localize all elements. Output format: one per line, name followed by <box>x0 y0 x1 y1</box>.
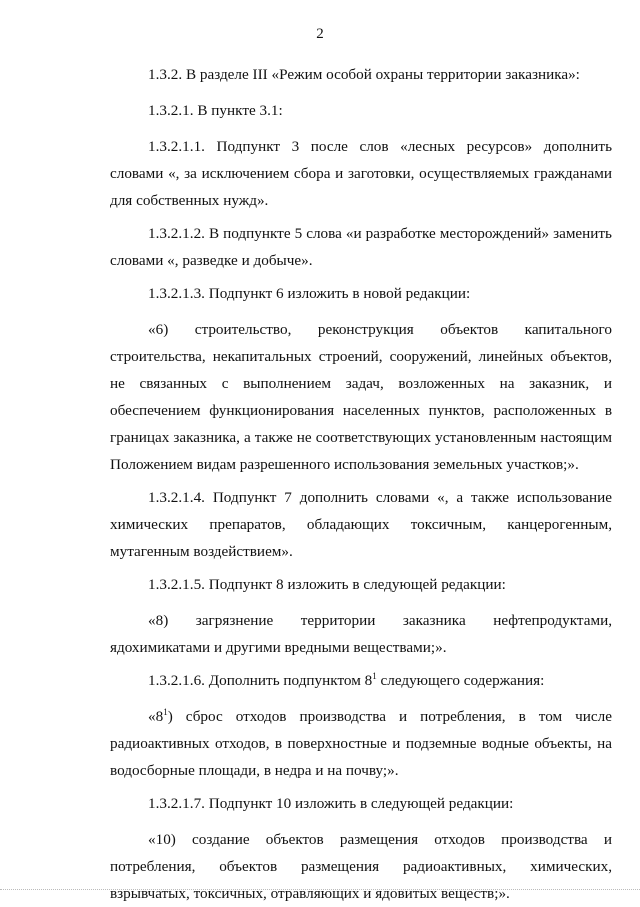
paragraph-1-3-2-1-1: 1.3.2.1.1. Подпункт 3 после слов «лесных ресурсов» дополнить словами «, за исключением сбора и заготовки, осуществляемых гражданами для собственных нужд». <box>110 138 612 209</box>
paragraph-subitem-8-1 <box>110 703 612 784</box>
paragraph-subitem-6: «6) строительство, реконструкция объектов капитального строительства, некапитальных строений, сооружений, линейных объектов, не связанных с выполнением задач, возложенных на заказник, и обеспечением функционирования населенных пунктов, расположенных в границах заказника, а также не соответствующих установленным настоящим Положением видам разрешенного использования земельных участков;». <box>110 321 612 473</box>
superscript: 1 <box>372 671 377 681</box>
paragraph-text: «8 <box>148 708 164 725</box>
paragraph-text: ) сброс отходов производства и потребления, в том числе радиоактивных отходов, в поверхностные и подземные водные объекты, на водосборные площади, в недра и на почву;». <box>110 708 612 779</box>
paragraph-1-3-2-1-5: 1.3.2.1.5. Подпункт 8 изложить в следующей редакции: <box>148 576 506 593</box>
paragraph-1-3-2-1-4: 1.3.2.1.4. Подпункт 7 дополнить словами «, а также использование химических препаратов, обладающих токсичным, канцерогенным, мутагенным воздействием». <box>110 489 612 560</box>
paragraph-subitem-10: «10) создание объектов размещения отходов производства и потребления, объектов размещения радиоактивных, химических, взрывчатых, токсичных, отравляющих и ядовитых веществ;». <box>110 831 612 902</box>
paragraph-1-3-2: 1.3.2. В разделе III «Режим особой охраны территории заказника»: <box>148 66 580 83</box>
scan-bottom-edge <box>0 889 640 891</box>
page-number: 2 <box>316 26 324 42</box>
paragraph-subitem-8: «8) загрязнение территории заказника нефтепродуктами, ядохимикатами и другими вредными веществами;». <box>110 612 612 656</box>
paragraph-1-3-2-1-6 <box>110 667 612 694</box>
superscript: 1 <box>163 707 168 717</box>
paragraph-1-3-2-1-3: 1.3.2.1.3. Подпункт 6 изложить в новой редакции: <box>148 285 471 302</box>
paragraph-text: следующего содержания: <box>376 672 545 689</box>
paragraph-1-3-2-1-7: 1.3.2.1.7. Подпункт 10 изложить в следующей редакции: <box>148 795 514 812</box>
paragraph-text: 1.3.2.1.6. Дополнить подпунктом 8 <box>148 672 373 689</box>
paragraph-1-3-2-1-2: 1.3.2.1.2. В подпункте 5 слова «и разработке месторождений» заменить словами «, разведке и добыче». <box>110 225 612 269</box>
paragraph-1-3-2-1: 1.3.2.1. В пункте 3.1: <box>148 102 283 119</box>
